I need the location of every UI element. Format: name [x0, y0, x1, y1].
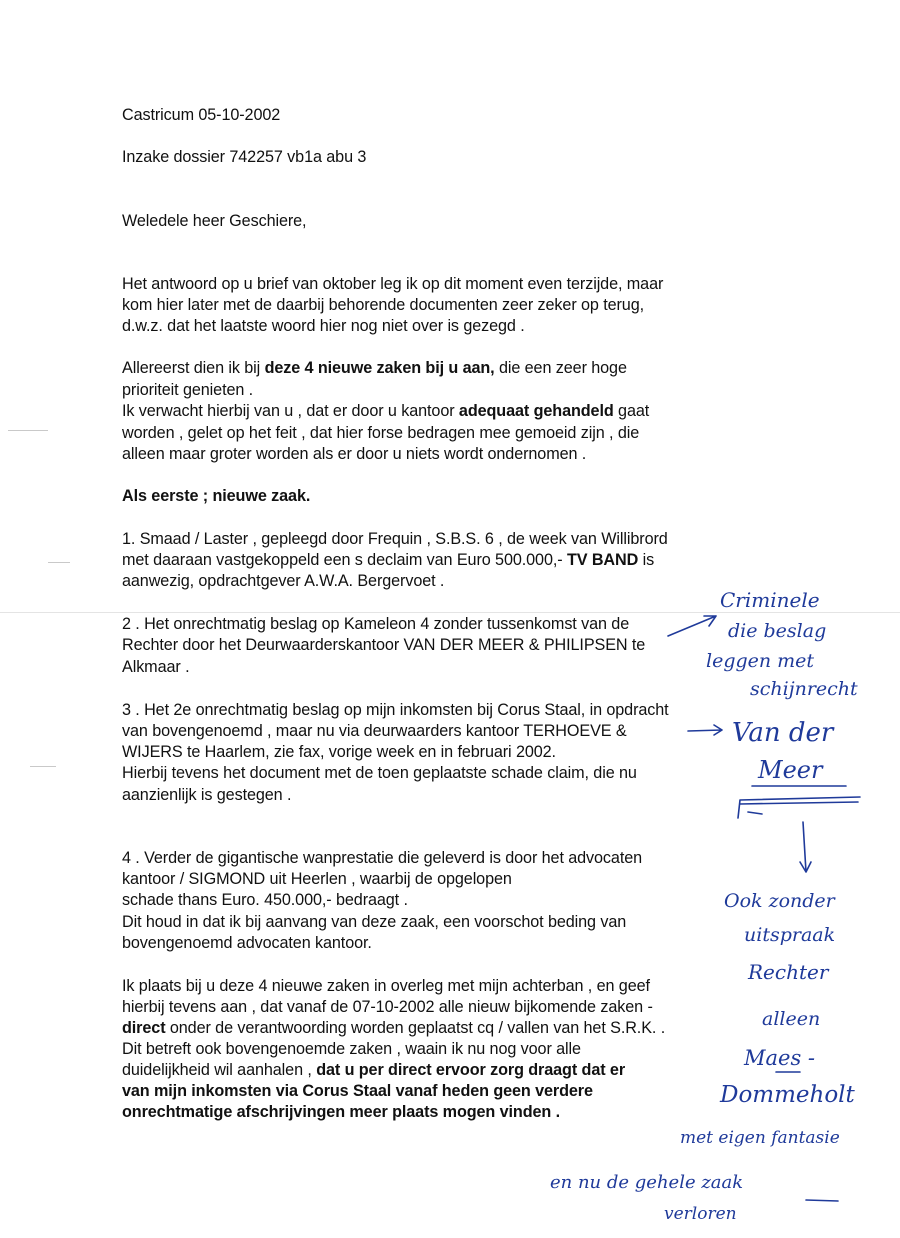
item-1-line: 1. Smaad / Laster , gepleegd door Frequin , S.B.S. 6 , de week van Willibrord [122, 530, 668, 548]
handwritten-note: uitspraak [744, 924, 836, 946]
underline-mark [806, 1200, 838, 1201]
request-line: alleen maar groter worden als er door u niets wordt ondernomen . [122, 445, 587, 463]
request-line: worden , gelet op het feit , dat hier forse bedragen mee gemoeid zijn , die [122, 424, 640, 442]
intro-line: kom hier later met de daarbij behorende documenten zeer zeker op terug, [122, 296, 644, 314]
salutation: Weledele heer Geschiere, [122, 212, 307, 230]
text-run: Ik verwacht hierbij van u , dat er door u kantoor [122, 402, 459, 420]
item-2-line: Alkmaar . [122, 658, 190, 676]
item-4-line: bovengenoemd advocaten kantoor. [122, 934, 372, 952]
place-date: Castricum 05-10-2002 [122, 106, 281, 124]
item-4-line: kantoor / SIGMOND uit Heerlen , waarbij de opgelopen [122, 870, 512, 888]
handwritten-note: leggen met [706, 650, 815, 672]
intro-line: d.w.z. dat het laatste woord hier nog niet over is gezegd . [122, 317, 525, 335]
handwritten-note: Meer [758, 756, 823, 784]
request-line: prioriteit genieten . [122, 381, 254, 399]
arrow-icon [688, 725, 722, 735]
handwritten-note: Criminele [720, 588, 820, 612]
emphasis: TV BAND [566, 551, 639, 569]
handwritten-note: met eigen fantasie [680, 1128, 840, 1148]
item-4-line: 4 . Verder de gigantische wanprestatie die geleverd is door het advocaten [122, 849, 643, 867]
intro-line: Het antwoord op u brief van oktober leg ik op dit moment even terzijde, maar [122, 275, 664, 293]
arrow-down-icon [800, 822, 811, 872]
item-3-line: WIJERS te Haarlem, zie fax, vorige week en in februari 2002. [122, 743, 556, 761]
item-3-line: 3 . Het 2e onrechtmatig beslag op mijn inkomsten bij Corus Staal, in opdracht [122, 701, 669, 719]
emphasis: dat u per direct ervoor zorg draagt dat er [316, 1061, 626, 1079]
closing-line: van mijn inkomsten via Corus Staal vanaf heden geen verdere [122, 1082, 593, 1100]
item-4-line: schade thans Euro. 450.000,- bedraagt . [122, 891, 408, 909]
handwritten-note: die beslag [728, 620, 827, 642]
closing-line: onrechtmatige afschrijvingen meer plaats mogen vinden . [122, 1103, 560, 1121]
handwritten-note: Rechter [748, 960, 829, 984]
emphasis: direct [122, 1019, 166, 1037]
handwritten-note: Maes - [744, 1046, 815, 1070]
text-run: die een zeer hoge [494, 359, 627, 377]
handwritten-note: Dommeholt [720, 1082, 855, 1108]
text-run: onder de verantwoording worden geplaatst cq / vallen van het S.R.K. . [165, 1019, 666, 1037]
arrow-icon [668, 616, 716, 636]
closing-line: hierbij tevens aan , dat vanaf de 07-10-2002 alle nieuw bijkomende zaken - [122, 998, 653, 1016]
text-run: is [638, 551, 655, 569]
closing-line: Dit betreft ook bovengenoemde zaken , waain ik nu nog voor alle [122, 1040, 581, 1058]
handwritten-note: schijnrecht [750, 678, 858, 700]
item-2-line: Rechter door het Deurwaarderskantoor VAN DER MEER & PHILIPSEN te [122, 636, 646, 654]
item-2-line: 2 . Het onrechtmatig beslag op Kameleon 4 zonder tussenkomst van de [122, 615, 630, 633]
text-run: Allereerst dien ik bij [122, 359, 265, 377]
text-run: met daaraan vastgekoppeld een s declaim van Euro 500.000,- [122, 551, 567, 569]
subject-line: Inzake dossier 742257 vb1a abu 3 [122, 148, 367, 166]
text-run: duidelijkheid wil aanhalen , [122, 1061, 317, 1079]
item-3-line: aanzienlijk is gestegen . [122, 786, 292, 804]
handwritten-note: verloren [664, 1204, 737, 1224]
emphasis: deze 4 nieuwe zaken bij u aan, [264, 359, 495, 377]
text-run: gaat [613, 402, 650, 420]
handwritten-note: Ook zonder [724, 890, 835, 912]
closing-line: Ik plaats bij u deze 4 nieuwe zaken in overleg met mijn achterban , en geef [122, 977, 650, 995]
handwritten-note: en nu de gehele zaak [550, 1172, 744, 1193]
item-4-line: Dit houd in dat ik bij aanvang van deze zaak, een voorschot beding van [122, 913, 627, 931]
emphasis: adequaat gehandeld [458, 402, 614, 420]
item-3-line: van bovengenoemd , maar nu via deurwaarders kantoor TERHOEVE & [122, 722, 627, 740]
bracket-mark [738, 797, 860, 818]
handwritten-note: Van der [732, 718, 834, 748]
item-1-line: aanwezig, opdrachtgever A.W.A. Bergervoet . [122, 572, 445, 590]
section-heading: Als eerste ; nieuwe zaak. [122, 487, 311, 505]
handwritten-note: alleen [762, 1008, 821, 1030]
item-3-line: Hierbij tevens het document met de toen geplaatste schade claim, die nu [122, 764, 637, 782]
